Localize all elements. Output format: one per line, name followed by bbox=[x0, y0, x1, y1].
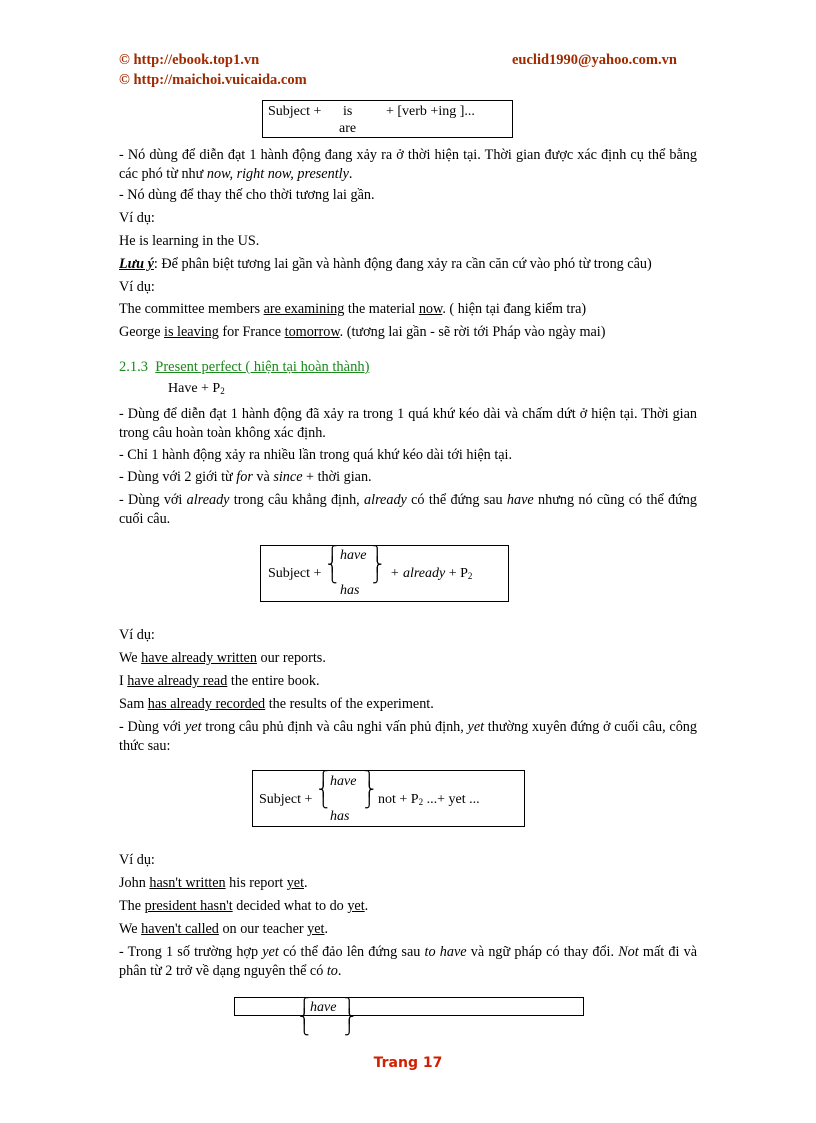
example-sentence: George is leaving for France tomorrow. (tương lai gần - sẽ rời tới Pháp vào ngày mai) bbox=[119, 324, 606, 340]
example-sentence: Sam has already recorded the results of the experiment. bbox=[119, 696, 434, 712]
box1-are: are bbox=[339, 121, 357, 136]
left-brace: ⎧ ⎨ ⎩ bbox=[299, 999, 310, 1036]
box1-is: is bbox=[343, 104, 353, 119]
paragraph-usage-6: - Trong 1 số trường hợp yet có thể đảo lên đứng sau to have và ngữ pháp có thay đổi. Not mất đi và phân từ 2 trở về dạng nguyên thể có to. bbox=[119, 944, 697, 979]
example-sentence: The committee members are examining the material now. ( hiện tại đang kiểm tra) bbox=[119, 301, 587, 317]
box2-formula: + already + $P_2$ bbox=[390, 566, 473, 581]
example-sentence: We have already written our reports. bbox=[119, 650, 326, 666]
box2-subject: Subject + bbox=[268, 566, 322, 581]
email-link[interactable]: euclid1990@yahoo.com.vn bbox=[512, 52, 677, 68]
box4-have: have bbox=[310, 1000, 337, 1015]
section-heading: 2.1.3 Present perfect ( hiện tại hoàn thành) bbox=[119, 359, 370, 375]
example-sentence: He is learning in the US. bbox=[119, 233, 260, 249]
example-label: Ví dụ: bbox=[119, 852, 155, 868]
right-brace: ⎫ ⎬ ⎭ bbox=[372, 547, 383, 584]
box1-subject: Subject + bbox=[268, 104, 322, 119]
box1-verb: + [verb +ing ]... bbox=[386, 104, 475, 119]
ebook-link[interactable]: © http://ebook.top1.vn bbox=[119, 52, 260, 68]
box3-has: has bbox=[330, 809, 350, 824]
example-label: Ví dụ: bbox=[119, 210, 155, 226]
right-brace: ⎫ ⎬ ⎭ bbox=[344, 999, 355, 1036]
example-label: Ví dụ: bbox=[119, 279, 155, 295]
maichoi-link[interactable]: © http://maichoi.vuicaida.com bbox=[119, 72, 307, 88]
box3-formula: not + $P_2$ ...+ yet ... bbox=[378, 792, 480, 807]
paragraph-usage-2: - Chỉ 1 hành động xảy ra nhiều lần trong quá khứ kéo dài tới hiện tại. bbox=[119, 447, 513, 463]
paragraph-usage-4: - Dùng với already trong câu khẳng định, already có thể đứng sau have nhưng nó cũng có thể đứng cuối câu. bbox=[119, 492, 697, 527]
example-sentence: I have already read the entire book. bbox=[119, 673, 320, 689]
paragraph-usage-5: - Dùng với yet trong câu phủ định và câu nghi vấn phủ định, yet thường xuyên đứng ở cuối câu, công thức sau: bbox=[119, 719, 697, 754]
left-brace: ⎧ ⎨ ⎩ bbox=[318, 772, 329, 809]
example-sentence: We haven't called on our teacher yet. bbox=[119, 921, 329, 937]
paragraph-usage-1: - Dùng để diễn đạt 1 hành động đã xảy ra trong 1 quá khứ kéo dài và chấm dứt ở hiện tại. Thời gian trong câu hoàn toàn không xác định. bbox=[119, 406, 697, 441]
example-sentence: John hasn't written his report yet. bbox=[119, 875, 308, 891]
note-paragraph: Lưu ý: Để phân biệt tương lai gần và hành động đang xảy ra cần căn cứ vào phó từ trong câu) bbox=[119, 256, 652, 272]
example-label: Ví dụ: bbox=[119, 627, 155, 643]
formula-box-partial bbox=[234, 997, 584, 1016]
paragraph-present-usage: - Nó dùng để diễn đạt 1 hành động đang xảy ra ở thời hiện tại. Thời gian được xác định cụ thể bằng các phó từ như now, right now, presently. bbox=[119, 147, 697, 182]
box3-subject: Subject + bbox=[259, 792, 313, 807]
paragraph-usage-3: - Dùng với 2 giới từ for và since + thời gian. bbox=[119, 469, 372, 485]
left-brace: ⎧ ⎨ ⎩ bbox=[327, 547, 338, 584]
box2-have: have bbox=[340, 548, 367, 563]
paragraph-near-future: - Nó dùng để thay thế cho thời tương lai gần. bbox=[119, 187, 375, 203]
right-brace: ⎫ ⎬ ⎭ bbox=[364, 772, 375, 809]
page-number: Trang 17 bbox=[373, 1055, 443, 1071]
box2-has: has bbox=[340, 583, 360, 598]
present-perfect-formula: Have + $P_2$ bbox=[168, 381, 225, 396]
box3-have: have bbox=[330, 774, 357, 789]
example-sentence: The president hasn't decided what to do yet. bbox=[119, 898, 369, 914]
